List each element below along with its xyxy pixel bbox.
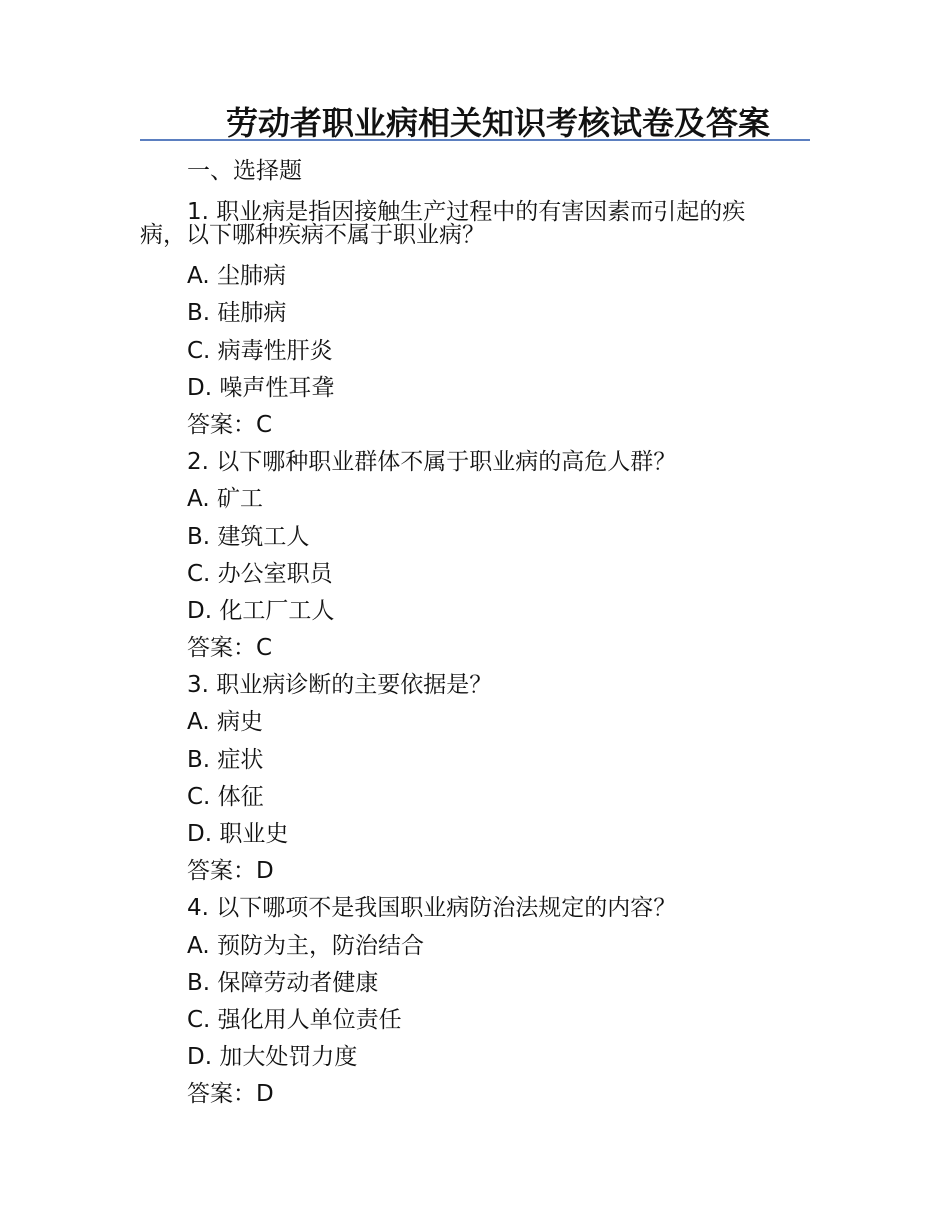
- option-c: C. 病毒性肝炎: [187, 337, 333, 364]
- title-underline: [140, 139, 810, 141]
- question-stem: 1. 职业病是指因接触生产过程中的有害因素而引起的疾: [187, 199, 746, 226]
- option-c: C. 办公室职员: [187, 560, 333, 587]
- option-b: B. 症状: [187, 746, 264, 773]
- question-3: [140, 667, 810, 890]
- answer: 答案：D: [187, 858, 274, 885]
- option-c: C. 体征: [187, 783, 264, 810]
- option-b: B. 建筑工人: [187, 523, 310, 550]
- option-a: A. 预防为主，防治结合: [187, 932, 424, 959]
- option-d: D. 职业史: [187, 821, 289, 847]
- option-b: B. 硅肺病: [187, 300, 287, 327]
- question-stem-continuation: 病，以下哪种疾病不属于职业病？: [140, 222, 485, 249]
- document-body: [140, 153, 810, 1114]
- option-c: C. 强化用人单位责任: [187, 1006, 402, 1033]
- answer: 答案：C: [187, 411, 273, 438]
- option-d: D. 化工厂工人: [187, 597, 335, 624]
- question-4: [140, 890, 810, 1113]
- document-title: 劳动者职业病相关知识考核试卷及答案: [225, 104, 770, 142]
- question-stem: 4. 以下哪项不是我国职业病防治法规定的内容？: [187, 895, 677, 922]
- option-a: A. 矿工: [187, 486, 263, 513]
- question-2: [140, 444, 810, 667]
- section-heading: 一、选择题: [187, 158, 302, 184]
- option-d: D. 噪声性耳聋: [187, 374, 335, 401]
- option-b: B. 保障劳动者健康: [187, 969, 379, 996]
- question-1: [140, 201, 810, 444]
- question-stem: 2. 以下哪种职业群体不属于职业病的高危人群？: [187, 449, 677, 476]
- answer: 答案：C: [187, 635, 273, 662]
- option-d: D. 加大处罚力度: [187, 1044, 358, 1071]
- answer: 答案：D: [187, 1081, 274, 1108]
- option-a: A. 病史: [187, 709, 263, 736]
- question-stem: 3. 职业病诊断的主要依据是？: [187, 672, 493, 699]
- option-a: A. 尘肺病: [187, 263, 286, 290]
